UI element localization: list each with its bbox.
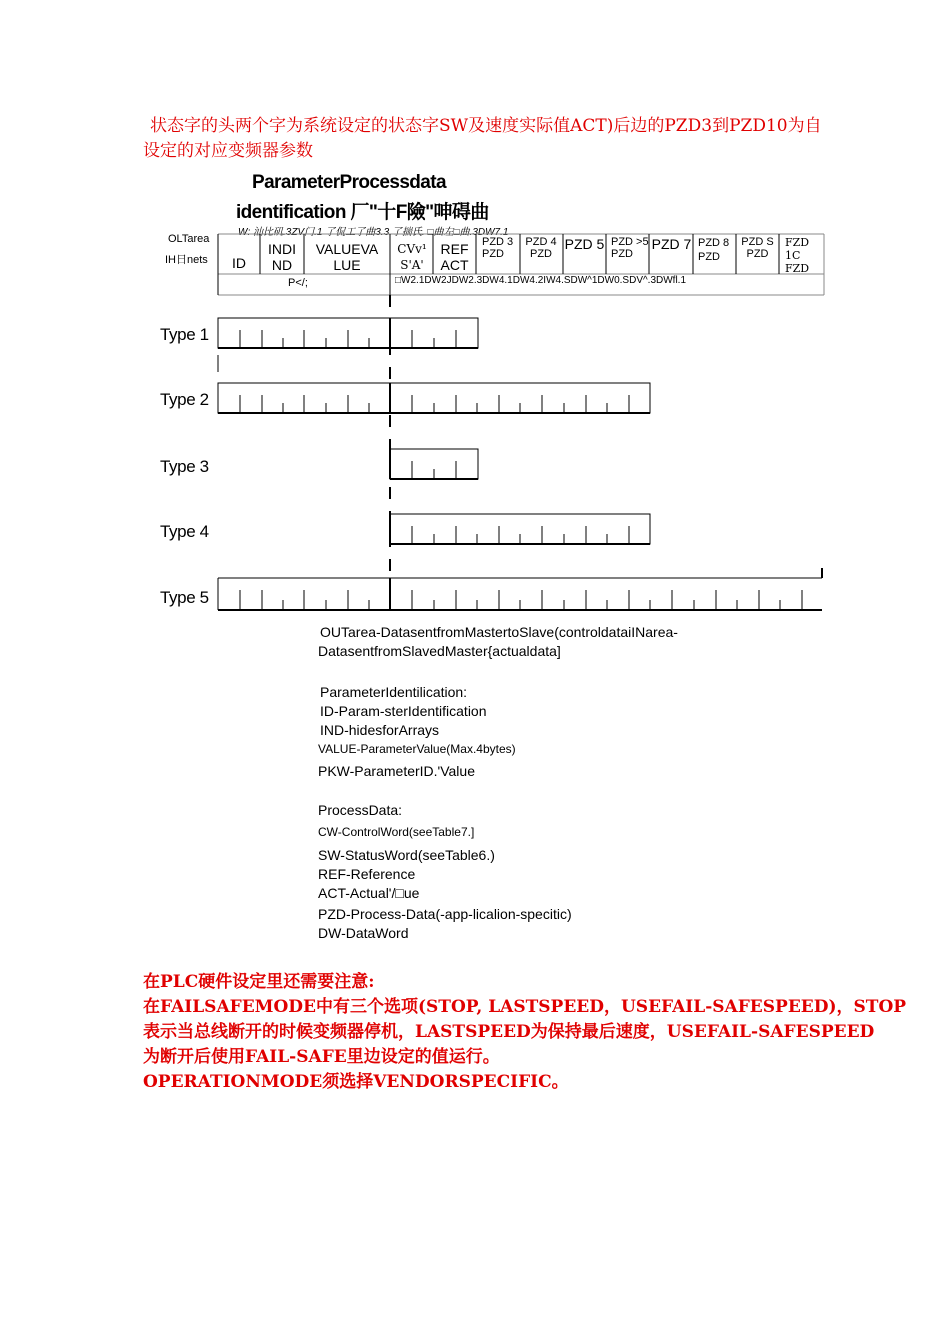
header-pzd9: PZD S PZD bbox=[741, 236, 774, 260]
legend-id: ID-Param-sterIdentification bbox=[320, 703, 487, 719]
header-pzd7: PZD 7 bbox=[651, 236, 692, 252]
header-pzd10: FZD 1C FZD bbox=[785, 236, 810, 272]
type-5-label: Type 5 bbox=[160, 588, 209, 607]
legend-cw: CW-ControlWord(seeTable7.] bbox=[318, 825, 475, 839]
legend-ref: REF-Reference bbox=[318, 866, 416, 882]
notes-line-1: 在PLC硬件设定里还需要注意: bbox=[143, 972, 375, 992]
legend-pkw: PKW-ParameterID.'Value bbox=[318, 763, 475, 779]
legend-dw: DW-DataWord bbox=[318, 925, 409, 941]
notes-line-5: OPERATIONMODE须选择VENDORSPECIFIC。 bbox=[143, 1072, 569, 1092]
header-id: ID bbox=[232, 255, 246, 271]
dw-row-label: □W2.1DW2JDW2.3DW4.1DW4.2IW4.SDW^1DW0.SDV^.3DWfl.1 bbox=[395, 275, 687, 286]
figure-title-line-2: identification 厂"十F險"呻碍曲 bbox=[236, 202, 489, 223]
type-2-label: Type 2 bbox=[160, 390, 209, 409]
notes-line-4: 为断开后使用FAIL-SAFE里边设定的值运行。 bbox=[143, 1047, 500, 1067]
figure-subline: W: 汕比矶.3ZV门.1 了侃工了曲3.3 了揣氏. □曲左□曲.3DW7.1 bbox=[238, 227, 509, 238]
legend-sw: SW-StatusWord(seeTable6.) bbox=[318, 847, 495, 863]
out-area-label: OLTarea bbox=[168, 233, 210, 245]
in-area-label: IH日nets bbox=[165, 254, 208, 266]
legend-area-line-2: DatasentfromSlavedMaster{actualdata] bbox=[318, 643, 561, 659]
type-3-label: Type 3 bbox=[160, 457, 209, 476]
notes-line-2: 在FAILSAFEMODE中有三个选项(STOP, LASTSPEED，USEFAIL-SAFESPEED)，STOP bbox=[143, 997, 907, 1017]
header-pzd8: PZD 8 PZD bbox=[698, 237, 730, 263]
notes-line-3: 表示当总线断开的时候变频器停机，LASTSPEED为保持最后速度，USEFAIL-SAFESPEED bbox=[143, 1022, 875, 1042]
header-pzd5: PZD 5 bbox=[564, 236, 605, 252]
intro-line-2: 设定的对应变频器参数 bbox=[143, 141, 313, 161]
header-cw-sw: CVv¹ S'A' bbox=[397, 242, 427, 272]
legend-value: VALUE-ParameterValue(Max.4bytes) bbox=[318, 742, 516, 756]
pkw-row-label: P</; bbox=[288, 277, 308, 289]
legend-process-title: ProcessData: bbox=[318, 802, 403, 818]
type-4-label: Type 4 bbox=[160, 522, 209, 541]
type-1-label: Type 1 bbox=[160, 325, 209, 344]
intro-line-1: 状态字的头两个字为系统设定的状态字SW及速度实际值ACT)后边的PZD3到PZD10为自 bbox=[150, 116, 822, 136]
header-ind: INDI ND bbox=[268, 241, 296, 273]
legend-param-title: ParameterIdentilication: bbox=[320, 684, 468, 700]
legend-ind: IND-hidesforArrays bbox=[320, 722, 440, 738]
header-pzd6: PZD >5 PZD bbox=[611, 236, 649, 260]
legend-area-line-1: OUTarea-DatasentfromMastertoSlave(controldataiINarea- bbox=[320, 624, 678, 640]
legend-act: ACT-Actual'/□ue bbox=[318, 885, 420, 901]
figure-title-line-1: ParameterProcessdata bbox=[252, 172, 446, 193]
legend-pzd: PZD-Process-Data(-app-licalion-specitic) bbox=[318, 906, 572, 922]
header-value: VALUEVA LUE bbox=[315, 241, 379, 273]
header-pzd4: PZD 4 PZD bbox=[525, 236, 557, 260]
header-pzd3: PZD 3 PZD bbox=[482, 236, 514, 260]
header-ref-act: REF ACT bbox=[440, 241, 469, 273]
